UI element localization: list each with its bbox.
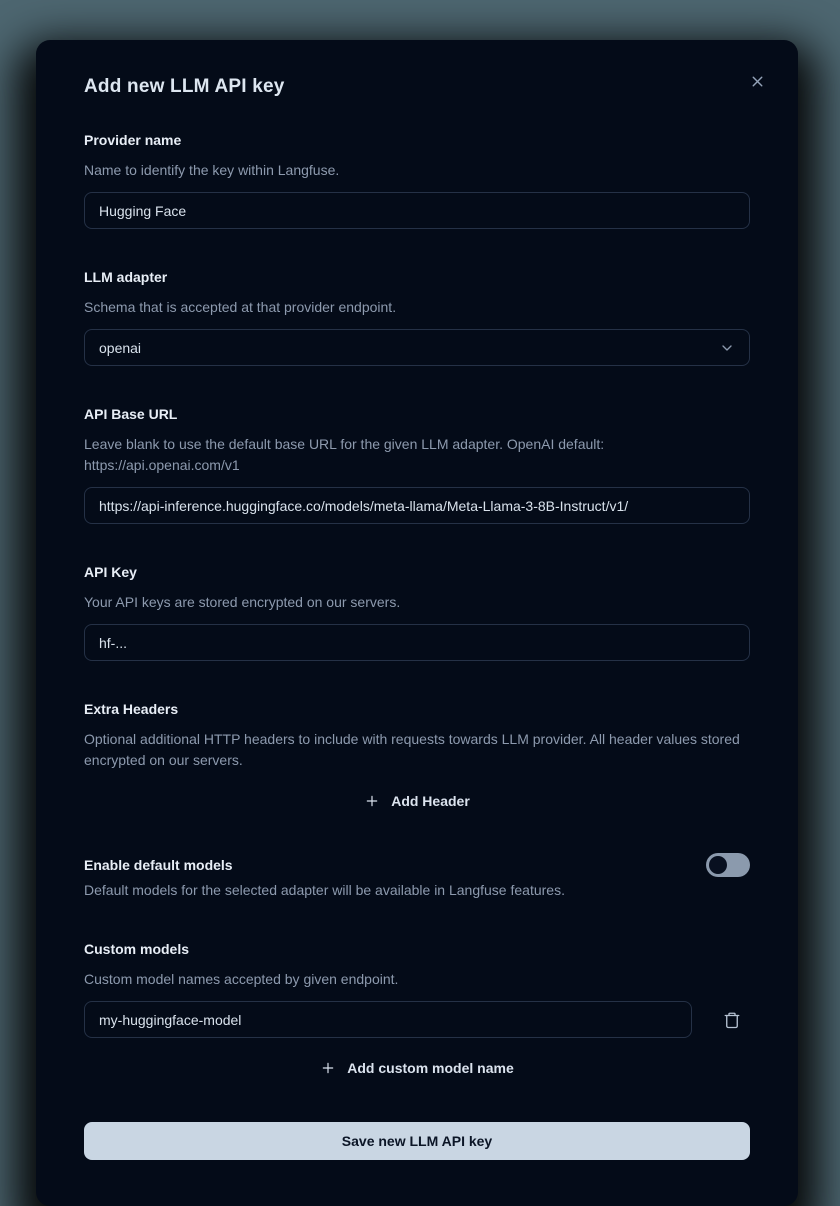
provider-name-input[interactable] <box>84 192 750 229</box>
api-key-field <box>84 564 750 661</box>
llm-adapter-label: LLM adapter <box>84 269 168 285</box>
save-llm-api-key-button[interactable]: Save new LLM API key <box>84 1122 750 1160</box>
provider-name-description: Name to identify the key within Langfuse. <box>84 162 340 178</box>
add-header-label: Add Header <box>391 793 470 809</box>
enable-default-models-toggle[interactable] <box>706 853 750 877</box>
add-custom-model-button[interactable] <box>320 1056 513 1080</box>
api-key-input[interactable] <box>84 624 750 661</box>
api-base-url-field <box>84 406 750 524</box>
close-button[interactable] <box>746 70 768 92</box>
extra-headers-label: Extra Headers <box>84 701 179 717</box>
add-llm-api-key-dialog <box>36 40 798 1206</box>
dialog-title: Add new LLM API key <box>84 76 285 97</box>
llm-adapter-description: Schema that is accepted at that provider endpoint. <box>84 299 397 315</box>
llm-adapter-selected-value: openai <box>99 339 142 356</box>
custom-model-row <box>84 1001 750 1038</box>
extra-headers-field <box>84 701 750 813</box>
add-custom-model-label: Add custom model name <box>347 1060 514 1076</box>
delete-custom-model-button[interactable] <box>722 1009 742 1031</box>
llm-adapter-field <box>84 269 750 366</box>
api-key-description: Your API keys are stored encrypted on our servers. <box>84 594 401 610</box>
custom-models-field <box>84 941 750 1080</box>
api-base-url-input[interactable] <box>84 487 750 524</box>
custom-models-description: Custom model names accepted by given endpoint. <box>84 971 399 987</box>
enable-default-models-field <box>84 853 750 901</box>
trash-icon <box>723 1010 741 1030</box>
provider-name-label: Provider name <box>84 132 182 148</box>
close-icon <box>749 73 766 90</box>
plus-icon <box>320 1060 336 1076</box>
enable-default-models-description: Default models for the selected adapter will be available in Langfuse features. <box>84 882 565 898</box>
extra-headers-description: Optional additional HTTP headers to include with requests towards LLM provider. All header values stored encrypted on our servers. <box>84 731 740 768</box>
chevron-down-icon <box>719 340 735 356</box>
custom-model-input[interactable] <box>84 1001 692 1038</box>
api-base-url-label: API Base URL <box>84 406 178 422</box>
enable-default-models-label: Enable default models <box>84 857 233 873</box>
api-base-url-description: Leave blank to use the default base URL for the given LLM adapter. OpenAI default: https://api.openai.com/v1 <box>84 436 605 473</box>
api-key-label: API Key <box>84 564 137 580</box>
add-header-button[interactable] <box>364 789 470 813</box>
llm-adapter-select[interactable] <box>84 329 750 366</box>
custom-models-label: Custom models <box>84 941 190 957</box>
toggle-knob <box>709 856 727 874</box>
plus-icon <box>364 793 380 809</box>
provider-name-field <box>84 132 750 229</box>
